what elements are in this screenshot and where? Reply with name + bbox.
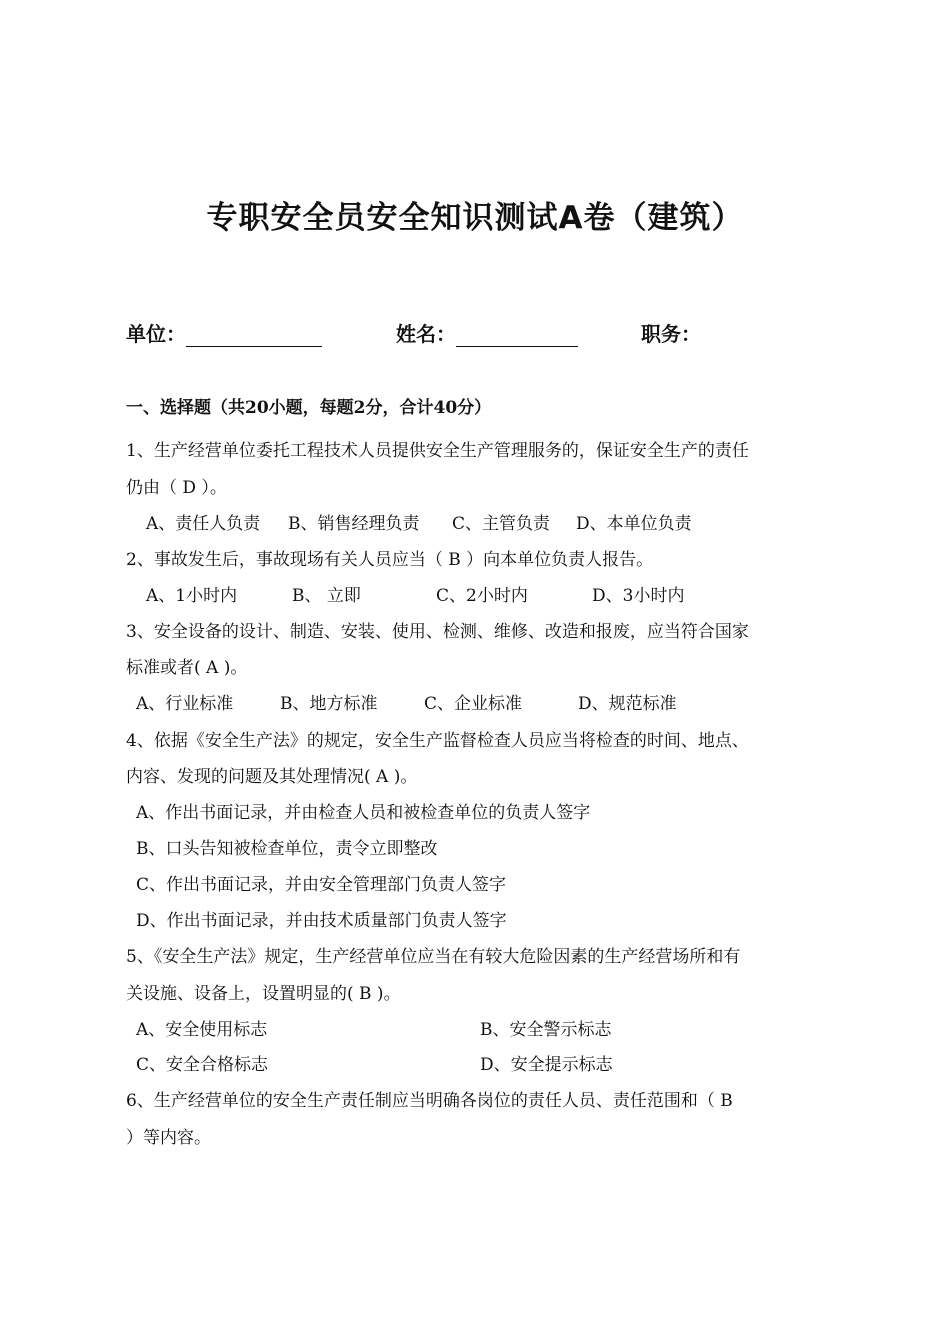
question-1-text: 1、生产经营单位委托工程技术人员提供安全生产管理服务的，保证安全生产的责任 — [126, 441, 749, 461]
position-label: 职务： — [641, 322, 701, 346]
question-1-option-a: A、责任人负责 — [146, 514, 261, 534]
document-title: 专职安全员安全知识测试A卷（建筑） — [206, 200, 744, 236]
unit-field — [126, 318, 322, 347]
question-4-option-a: A、作出书面记录，并由检查人员和被检查单位的负责人签字 — [136, 803, 591, 823]
question-3-text-cont: 标准或者( A )。 — [126, 658, 248, 678]
question-2-option-b: B、 立即 — [292, 586, 361, 606]
question-1-option-d: D、本单位负责 — [576, 514, 692, 534]
question-6-text-cont: ）等内容。 — [126, 1128, 211, 1148]
name-field — [396, 318, 578, 347]
question-1-option-c: C、主管负责 — [452, 514, 551, 534]
question-3-text: 3、安全设备的设计、制造、安装、使用、检测、维修、改造和报废，应当符合国家 — [126, 622, 749, 642]
question-2-option-c: C、2小时内 — [436, 586, 528, 606]
position-field — [641, 318, 701, 347]
question-5-option-d: D、安全提示标志 — [480, 1055, 613, 1075]
question-4-option-b: B、口头告知被检查单位，责令立即整改 — [136, 839, 438, 859]
question-5-option-a: A、安全使用标志 — [136, 1020, 268, 1040]
name-label: 姓名： — [396, 322, 456, 346]
question-5-option-c: C、安全合格标志 — [136, 1055, 269, 1075]
question-5-text-cont: 关设施、设备上，设置明显的( B )。 — [126, 984, 401, 1004]
question-5-text: 5、《安全生产法》规定，生产经营单位应当在有较大危险因素的生产经营场所和有 — [126, 947, 741, 967]
info-fields — [126, 318, 826, 348]
question-1-text-cont: 仍由（ D ）。 — [126, 478, 227, 498]
question-1-option-b: B、销售经理负责 — [288, 514, 420, 534]
question-3-option-c: C、企业标准 — [424, 694, 523, 714]
unit-label: 单位： — [126, 322, 186, 346]
question-2-option-d: D、3小时内 — [592, 586, 685, 606]
question-4-option-c: C、作出书面记录，并由安全管理部门负责人签字 — [136, 875, 507, 895]
question-4-text-cont: 内容、发现的问题及其处理情况( A )。 — [126, 767, 418, 787]
question-2-option-a: A、1小时内 — [146, 586, 238, 606]
question-6-text: 6、生产经营单位的安全生产责任制应当明确各岗位的责任人员、责任范围和（ B — [126, 1091, 733, 1111]
section-heading: 一、选择题（共20小题，每题2分，合计40分） — [126, 398, 492, 418]
name-blank[interactable] — [456, 322, 578, 347]
question-4-option-d: D、作出书面记录，并由技术质量部门负责人签字 — [136, 911, 507, 931]
question-3-option-b: B、地方标准 — [280, 694, 378, 714]
question-3-option-d: D、规范标准 — [578, 694, 677, 714]
question-3-option-a: A、行业标准 — [136, 694, 234, 714]
question-4-text: 4、依据《安全生产法》的规定，安全生产监督检查人员应当将检查的时间、地点、 — [126, 731, 749, 751]
question-2-text: 2、事故发生后，事故现场有关人员应当（ B ）向本单位负责人报告。 — [126, 550, 654, 570]
question-5-option-b: B、安全警示标志 — [480, 1020, 612, 1040]
unit-blank[interactable] — [186, 322, 322, 347]
